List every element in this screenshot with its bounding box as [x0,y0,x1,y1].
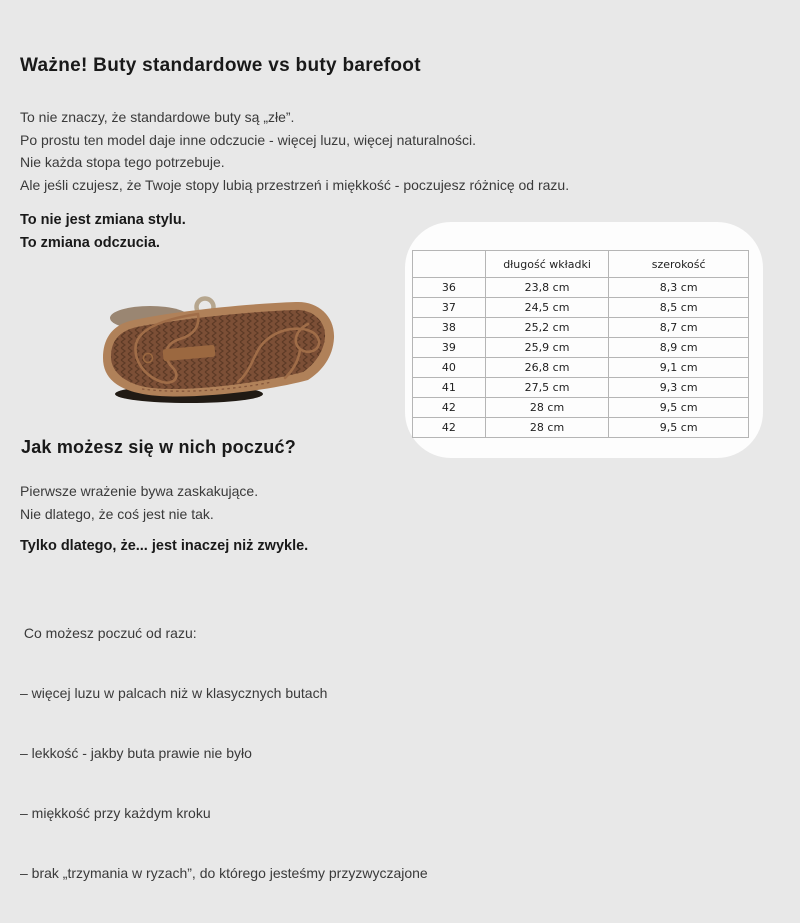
size-table-cell: 8,9 cm [609,338,749,358]
size-table-cell: 41 [413,378,486,398]
emphasis-line: To zmiana odczucia. [20,234,160,251]
size-column-header [413,251,486,278]
size-table-header-row [413,251,749,278]
size-table-cell: 38 [413,318,486,338]
intro-line: To nie znaczy, że standardowe buty są „złe”. [20,109,295,125]
size-table-cell: 9,3 cm [609,378,749,398]
width-column-header: szerokość [609,251,749,278]
size-table-cell: 40 [413,358,486,378]
size-table-cell: 9,1 cm [609,358,749,378]
size-table-row [413,378,749,398]
size-table-cell: 8,3 cm [609,278,749,298]
size-table-cell: 8,7 cm [609,318,749,338]
insole-length-column-header: długość wkładki [485,251,609,278]
feel-list-item: – więcej luzu w palcach niż w klasycznych butach [20,685,328,701]
size-table-cell: 39 [413,338,486,358]
size-table-row [413,318,749,338]
size-table-row [413,338,749,358]
size-table-cell: 42 [413,418,486,438]
size-table-body [413,278,749,438]
size-table-cell: 25,2 cm [485,318,609,338]
feel-list [20,583,428,923]
size-table-row [413,298,749,318]
intro-line: Ale jeśli czujesz, że Twoje stopy lubią przestrzeń i miękkość - poczujesz różnicę od razu. [20,176,570,193]
size-table-cell: 9,5 cm [609,398,749,418]
page-title: Ważne! Buty standardowe vs buty barefoot [20,55,421,76]
size-table-cell: 27,5 cm [485,378,609,398]
size-table-cell: 26,8 cm [485,358,609,378]
size-table-row [413,358,749,378]
size-table-cell: 36 [413,278,486,298]
shoe-sole-photo [92,294,340,404]
feel-emphasis: Tylko dlatego, że... jest inaczej niż zwykle. [20,538,309,554]
feel-list-item: – miękkość przy każdym kroku [20,805,211,821]
feel-list-item: – brak „trzymania w ryzach”, do którego jesteśmy przyzwyczajone [20,865,428,881]
feel-line: Pierwsze wrażenie bywa zaskakujące. [20,483,259,499]
size-table-cell: 25,9 cm [485,338,609,358]
size-table-cell: 9,5 cm [609,418,749,438]
size-table-row [413,398,749,418]
feel-line: Nie dlatego, że coś jest nie tak. [20,505,214,522]
feel-paragraph [20,480,258,525]
feel-list-item: – lekkość - jakby buta prawie nie było [20,745,252,761]
size-table-cell: 37 [413,298,486,318]
size-table-cell: 8,5 cm [609,298,749,318]
intro-paragraph [20,106,569,196]
size-table-row [413,278,749,298]
size-table-cell: 23,8 cm [485,278,609,298]
intro-line: Nie każda stopa tego potrzebuje. [20,154,225,170]
size-table [412,250,749,438]
feel-list-intro: Co możesz poczuć od razu: [20,625,197,641]
size-table-cell: 28 cm [485,418,609,438]
intro-line: Po prostu ten model daje inne odczucie - więcej luzu, więcej naturalności. [20,131,477,148]
emphasis-line: To nie jest zmiana stylu. [20,212,186,228]
size-table-row [413,418,749,438]
shoe-sole-illustration [92,294,340,404]
size-table-cell: 42 [413,398,486,418]
emphasis-block [20,209,186,254]
size-table-cell: 28 cm [485,398,609,418]
section-heading: Jak możesz się w nich poczuć? [21,437,296,457]
size-table-cell: 24,5 cm [485,298,609,318]
